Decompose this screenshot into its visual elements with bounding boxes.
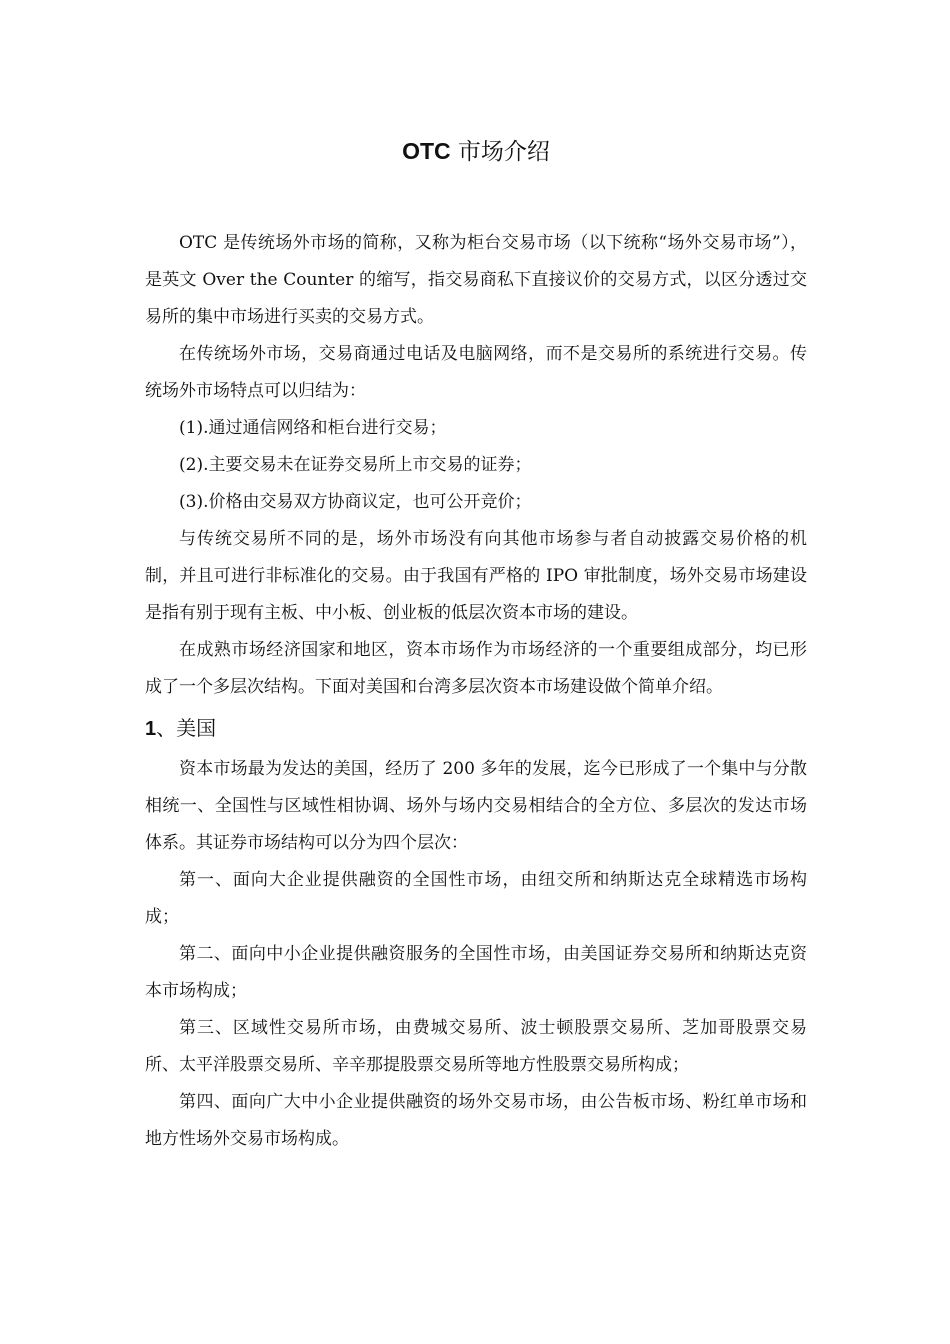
list-item: (3).价格由交易双方协商议定，也可公开竞价； bbox=[179, 492, 532, 512]
title-latin: OTC bbox=[402, 138, 451, 164]
paragraph: 与传统交易所不同的是，场外市场没有向其他市场参与者自动披露交易价格的机制，并且可进行非标准化的交易。由于我国有严格的 IPO 审批制度，场外交易市场建设是指有别于现有主板、中小板、创业板的低层次资本市场的建设。 bbox=[145, 529, 807, 623]
document-body bbox=[145, 225, 807, 1158]
paragraph: 第二、面向中小企业提供融资服务的全国性市场，由美国证券交易所和纳斯达克资本市场构成； bbox=[145, 944, 807, 1001]
paragraph: OTC 是传统场外市场的简称，又称为柜台交易市场（以下统称“场外交易市场”），是英文 Over the Counter 的缩写，指交易商私下直接议价的交易方式，以区分透过交易所的集中市场进行买卖的交易方式。 bbox=[145, 233, 807, 327]
section-title: 、美国 bbox=[156, 716, 217, 740]
paragraph: 第三、区域性交易所市场，由费城交易所、波士顿股票交易所、芝加哥股票交易所、太平洋股票交易所、辛辛那提股票交易所等地方性股票交易所构成； bbox=[145, 1018, 807, 1075]
section-heading bbox=[145, 706, 807, 751]
paragraph: 在传统场外市场，交易商通过电话及电脑网络，而不是交易所的系统进行交易。传统场外市场特点可以归结为： bbox=[145, 344, 807, 401]
paragraph: 第一、面向大企业提供融资的全国性市场，由纽交所和纳斯达克全球精选市场构成； bbox=[145, 870, 807, 927]
paragraph: 第四、面向广大中小企业提供融资的场外交易市场，由公告板市场、粉红单市场和地方性场外交易市场构成。 bbox=[145, 1092, 807, 1149]
paragraph: 在成熟市场经济国家和地区，资本市场作为市场经济的一个重要组成部分，均已形成了一个多层次结构。下面对美国和台湾多层次资本市场建设做个简单介绍。 bbox=[145, 640, 807, 697]
document-title bbox=[145, 133, 807, 170]
paragraph: 资本市场最为发达的美国，经历了 200 多年的发展，迄今已形成了一个集中与分散相统一、全国性与区域性相协调、场外与场内交易相结合的全方位、多层次的发达市场体系。其证券市场结构可以分为四个层次： bbox=[145, 759, 807, 853]
title-text: 市场介绍 bbox=[450, 139, 550, 165]
section-number: 1 bbox=[145, 718, 157, 740]
list-item: (1).通过通信网络和柜台进行交易； bbox=[179, 418, 447, 438]
list-item: (2).主要交易未在证券交易所上市交易的证券； bbox=[179, 455, 532, 475]
